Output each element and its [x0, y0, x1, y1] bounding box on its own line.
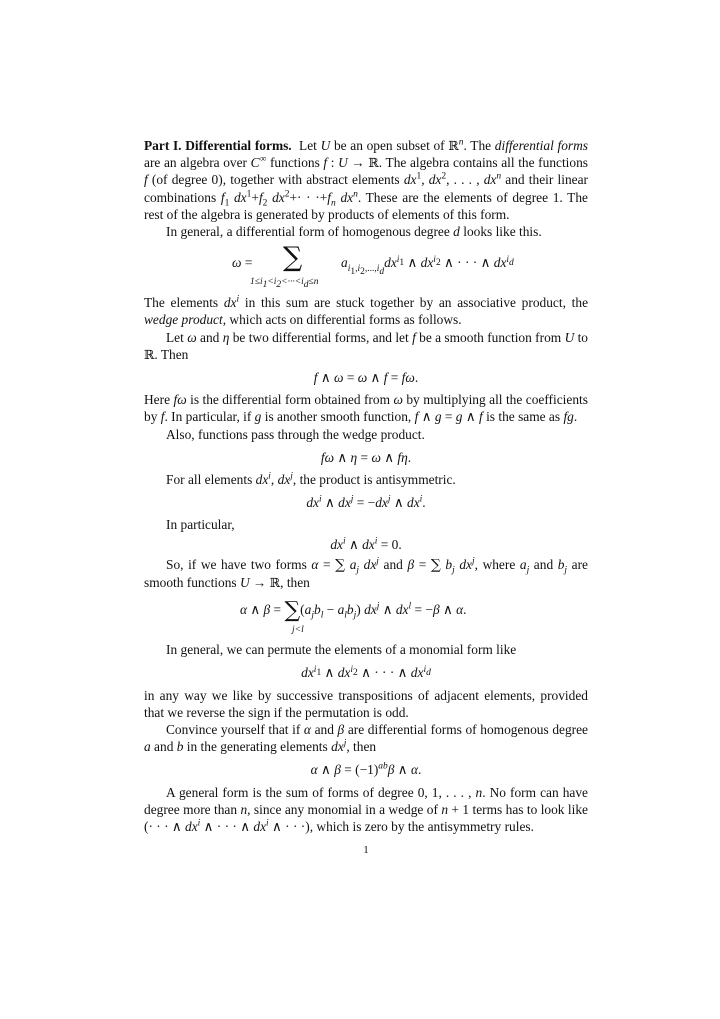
paragraph-permute: In general, we can permute the elements of a monomial form like — [166, 642, 517, 658]
paragraph-functions-pass: Also, functions pass through the wedge product. — [166, 426, 425, 442]
equation-function-wedge: f ∧ ω = ω ∧ f = fω. — [313, 370, 419, 386]
paragraph-convince: Convince yourself that if α and β are differential forms of homogenous degree a and b in the generating elements $dx^j$, then — [144, 722, 588, 755]
paragraph-in-particular: In particular, — [166, 517, 235, 533]
equation-square-zero: $dx^i$ ∧ $dx^i = 0$. — [330, 536, 402, 552]
paragraph-coefficients: Here fω is the differential form obtained from ω by multiplying all the coefficients by f. In particular, if g is another smooth function, f ∧ g = g ∧ f is the same as fg. — [144, 392, 588, 425]
equation-graded-commutative: α ∧ $\beta = (-1)^{ab}\beta$ ∧ α. — [310, 762, 422, 778]
page-number: 1 — [363, 844, 369, 856]
equation-alpha-wedge-beta: α ∧ $\beta = \sum(a_jb_l - a_lb_j)$ $dx^j$ ∧ $dx^l = -\beta$ ∧ α. j<l — [240, 598, 467, 636]
paragraph-wedge-product: The elements $dx^i$ in this sum are stuck together by an associative product, the wedge product, which acts on differential forms as follows. — [144, 294, 589, 328]
equation-monomial: $dx^{i_1}$ ∧ $dx^{i_2}$ ∧ · · · ∧ $dx^{i_d}$ — [301, 665, 431, 681]
paragraph-general-form: In general, a differential form of homogenous degree d looks like this. — [166, 224, 542, 240]
part-heading: Part I. Differential forms. — [144, 138, 292, 153]
document-page — [144, 137, 589, 856]
paragraph-two-one-forms: So, if we have two forms α = ∑ $a_j$ $dx^j$ and β = ∑ $b_j$ $dx^j$, where $a_j$ and $b_j$ are smooth functions U → ℝ, then — [144, 556, 588, 591]
equation-antisymmetric: $dx^i$ ∧ $dx^j = -dx^j$ ∧ $dx^i$. — [306, 494, 426, 511]
equation-functions-pass: fω ∧ η = ω ∧ fη. — [320, 449, 412, 465]
paragraph-two-forms: Let ω and η be two differential forms, and let f be a smooth function from U to ℝ. Then — [144, 329, 588, 362]
paragraph-antisymmetric: For all elements $dx^i$, $dx^j$, the product is antisymmetric. — [166, 471, 456, 488]
paragraph-intro: Part I. Differential forms. Let U be an open subset of ℝ$^n$. The differential forms are an algebra over C∞ functions f : U → ℝ. The algebra contains all the functions f (of degree 0), together with abstract elements $dx^1$, $dx^2$, . . . , $dx^n$ and their linear combinations $f_1$ $dx^1+f_2$ $dx^2+\cdot \cdot \cdot+f_n$ $dx^n$. These are the elements of degree 1. The rest of the algebra is generated by products of elements of this form. — [144, 137, 588, 222]
paragraph-transpositions: in any way we like by successive transpositions of adjacent elements, provided that we reverse the sign if the permutation is odd. — [144, 687, 588, 720]
paragraph-general-sum: A general form is the sum of forms of degree 0, 1, . . . , n. No form can have degree more than n, since any monomial in a wedge of n + 1 terms has to look like (· · · ∧ $dx^i$ ∧ · · · ∧ $dx^i$ ∧ · · ·), which is zero by the antisymmetry rules. — [144, 784, 588, 835]
equation-general-form: ω = ∑ $1\le i_1<i_2<\cdot\cdot\cdot<i_d\le n$ $a_{i_1,i_2,...,i_d}dx^{i_1}$ ∧ $dx^{i_2}$ ∧ · · · ∧ $dx^{i_d}$ — [232, 242, 514, 291]
